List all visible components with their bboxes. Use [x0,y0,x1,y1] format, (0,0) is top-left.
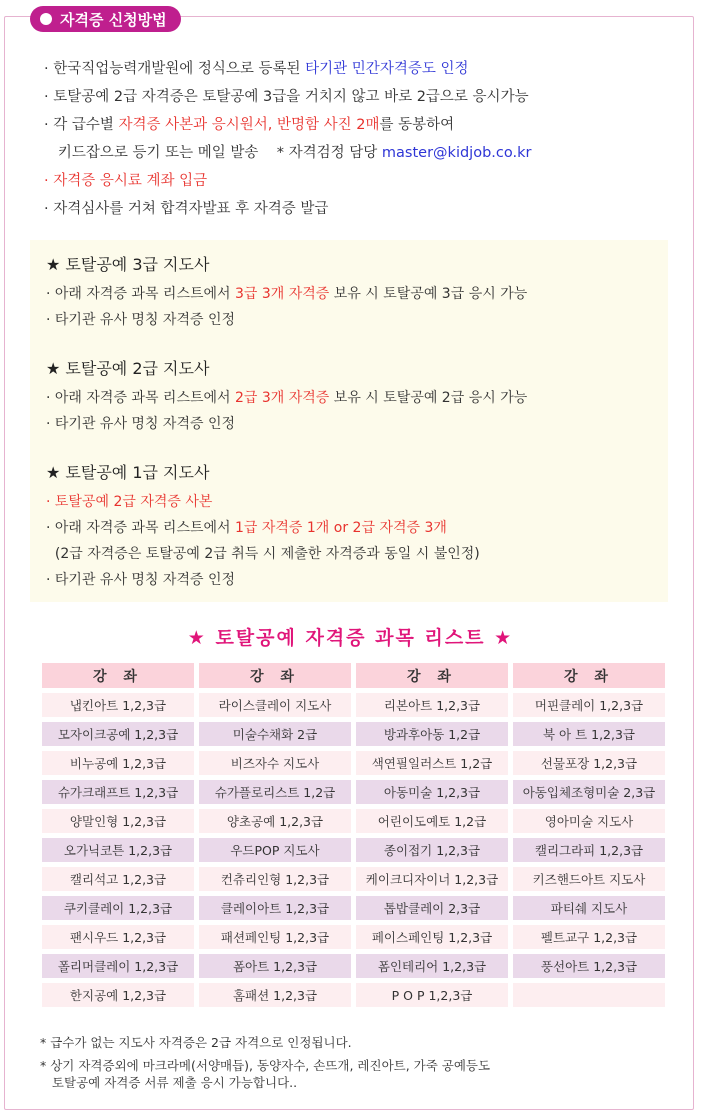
requirement-item [46,567,480,593]
subject-cell: 슈가크래프트 1,2,3급 [42,780,194,804]
subject-cell: 우드POP 지도사 [199,838,351,862]
subject-cell: 슈가플로리스트 1,2급 [199,780,351,804]
subject-cell: 양초공예 1,2,3급 [199,809,351,833]
text-segment: · 한국직업능력개발원에 정식으로 등록된 [44,61,306,77]
subject-cell: 컨츄리인형 1,2,3급 [199,867,351,891]
subject-cell: 종이접기 1,2,3급 [356,838,508,862]
intro-item [44,139,531,167]
requirement-item [46,489,480,515]
text-segment: · 아래 자격증 과목 리스트에서 [46,390,235,406]
text-segment: · 아래 자격증 과목 리스트에서 [46,520,235,536]
text-segment: 보유 시 토탈공예 3급 응시 가능 [329,286,528,302]
intro-item [44,167,531,195]
subject-cell: P O P 1,2,3급 [356,983,508,1007]
text-segment: 키드잡으로 등기 또는 메일 발송 * 자격검정 담당 [44,145,382,161]
text-segment: · 타기관 유사 명칭 자격증 인정 [46,572,235,588]
text-segment: · 각 급수별 [44,117,119,133]
subject-cell: 북 아 트 1,2,3급 [513,722,665,746]
requirement-item [46,411,527,437]
subject-cell: 모자이크공예 1,2,3급 [42,722,194,746]
subject-cell: 오가닉코튼 1,2,3급 [42,838,194,862]
text-segment: 를 동봉하여 [379,117,455,133]
table-row [42,693,665,717]
subject-cell: 캘리석고 1,2,3급 [42,867,194,891]
table-row [42,722,665,746]
table-row [42,983,665,1007]
subject-cell: 아동미술 1,2,3급 [356,780,508,804]
level-requirements-box [30,240,668,602]
subject-cell: 머핀클레이 1,2,3급 [513,693,665,717]
intro-item [44,195,531,223]
column-header: 강 좌 [356,663,508,688]
table-row [42,896,665,920]
subject-cell: 쿠키클레이 1,2,3급 [42,896,194,920]
subject-list-title: ★ 토탈공예 자격증 과목 리스트 ★ [187,627,514,649]
table-row [42,751,665,775]
text-segment: · 자격증 응시료 계좌 입금 [44,173,208,189]
subject-cell: 라이스클레이 지도사 [199,693,351,717]
text-segment: · 아래 자격증 과목 리스트에서 [46,286,235,302]
subject-cell: 방과후아동 1,2급 [356,722,508,746]
requirement-item [46,515,480,541]
table-row [42,838,665,862]
subject-cell: 색연필일러스트 1,2급 [356,751,508,775]
subject-cell: 영아미술 지도사 [513,809,665,833]
note-line: * 상기 자격증외에 마크라메(서양매듭), 동양자수, 손뜨개, 레진아트, 가죽 공예등도 [40,1058,491,1073]
subject-cell: 폼인테리어 1,2,3급 [356,954,508,978]
subject-table [37,658,670,1012]
subject-cell: 풍선아트 1,2,3급 [513,954,665,978]
table-row [42,809,665,833]
level-3-section [46,252,527,333]
table-header-row [42,663,665,688]
requirement-item [46,281,527,307]
subject-cell: 아동입체조형미술 2,3급 [513,780,665,804]
subject-cell: 패션페인팅 1,2,3급 [199,925,351,949]
subject-cell: 한지공예 1,2,3급 [42,983,194,1007]
subject-cell: 펠트교구 1,2,3급 [513,925,665,949]
subject-cell: 어린이도예토 1,2급 [356,809,508,833]
text-segment: 2급 3개 자격증 [235,390,330,406]
level-3-heading: ★ 토탈공예 3급 지도사 [46,255,210,274]
subject-cell: 폼아트 1,2,3급 [199,954,351,978]
text-segment: · 타기관 유사 명칭 자격증 인정 [46,416,235,432]
section-header-pill [30,6,181,32]
subject-cell: 캘리그라피 1,2,3급 [513,838,665,862]
level-2-heading: ★ 토탈공예 2급 지도사 [46,359,210,378]
subject-cell: 페이스페인팅 1,2,3급 [356,925,508,949]
text-segment: · 자격심사를 거쳐 합격자발표 후 자격증 발급 [44,201,329,217]
text-segment: 보유 시 토탈공예 2급 응시 가능 [329,390,528,406]
table-row [42,780,665,804]
subject-cell: 양말인형 1,2,3급 [42,809,194,833]
subject-cell [513,983,665,1007]
subject-cell: 비즈자수 지도사 [199,751,351,775]
note-line: 토탈공예 자격증 서류 제출 응시 가능합니다.. [40,1075,298,1090]
column-header: 강 좌 [199,663,351,688]
text-segment: 3급 3개 자격증 [235,286,330,302]
text-segment: 1급 자격증 1개 or 2급 자격증 3개 [235,520,447,536]
subject-cell: 비누공예 1,2,3급 [42,751,194,775]
text-segment[interactable]: master@kidjob.co.kr [381,145,532,161]
table-row [42,954,665,978]
intro-list [44,55,531,223]
text-segment: · 토탈공예 2급 자격증 사본 [46,494,213,510]
text-segment: · 타기관 유사 명칭 자격증 인정 [46,312,235,328]
subject-cell: 케이크디자이너 1,2,3급 [356,867,508,891]
text-segment: 타기관 민간자격증도 인정 [305,61,469,77]
column-header: 강 좌 [42,663,194,688]
table-row [42,925,665,949]
subject-cell: 파티쉐 지도사 [513,896,665,920]
requirement-item [46,385,527,411]
column-header: 강 좌 [513,663,665,688]
text-segment: (2급 자격증은 토탈공예 2급 취득 시 제출한 자격증과 동일 시 불인정) [46,546,480,562]
level-1-section [46,460,480,593]
bullet-dot-icon [40,13,52,25]
subject-cell: 선물포장 1,2,3급 [513,751,665,775]
subject-cell: 팬시우드 1,2,3급 [42,925,194,949]
subject-cell: 미술수채화 2급 [199,722,351,746]
level-1-heading: ★ 토탈공예 1급 지도사 [46,463,210,482]
subject-cell: 폴리머클레이 1,2,3급 [42,954,194,978]
subject-cell: 리본아트 1,2,3급 [356,693,508,717]
requirement-item [46,541,480,567]
text-segment: · 토탈공예 2급 자격증은 토탈공예 3급을 거치지 않고 바로 2급으로 응시가능 [44,89,529,105]
level-2-section [46,356,527,437]
intro-item [44,83,531,111]
subject-cell: 클레이아트 1,2,3급 [199,896,351,920]
table-row [42,867,665,891]
subject-cell: 냅킨아트 1,2,3급 [42,693,194,717]
requirement-item [46,307,527,333]
note-line: * 급수가 없는 지도사 자격증은 2급 자격으로 인정됩니다. [40,1035,352,1050]
text-segment: 자격증 사본과 응시원서, 반명함 사진 2매 [118,117,380,133]
section-header-title: 자격증 신청방법 [60,10,167,29]
subject-cell: 키즈핸드아트 지도사 [513,867,665,891]
intro-item [44,111,531,139]
subject-cell: 홈패션 1,2,3급 [199,983,351,1007]
subject-cell: 톱밥클레이 2,3급 [356,896,508,920]
intro-item [44,55,531,83]
notes [40,1034,490,1091]
